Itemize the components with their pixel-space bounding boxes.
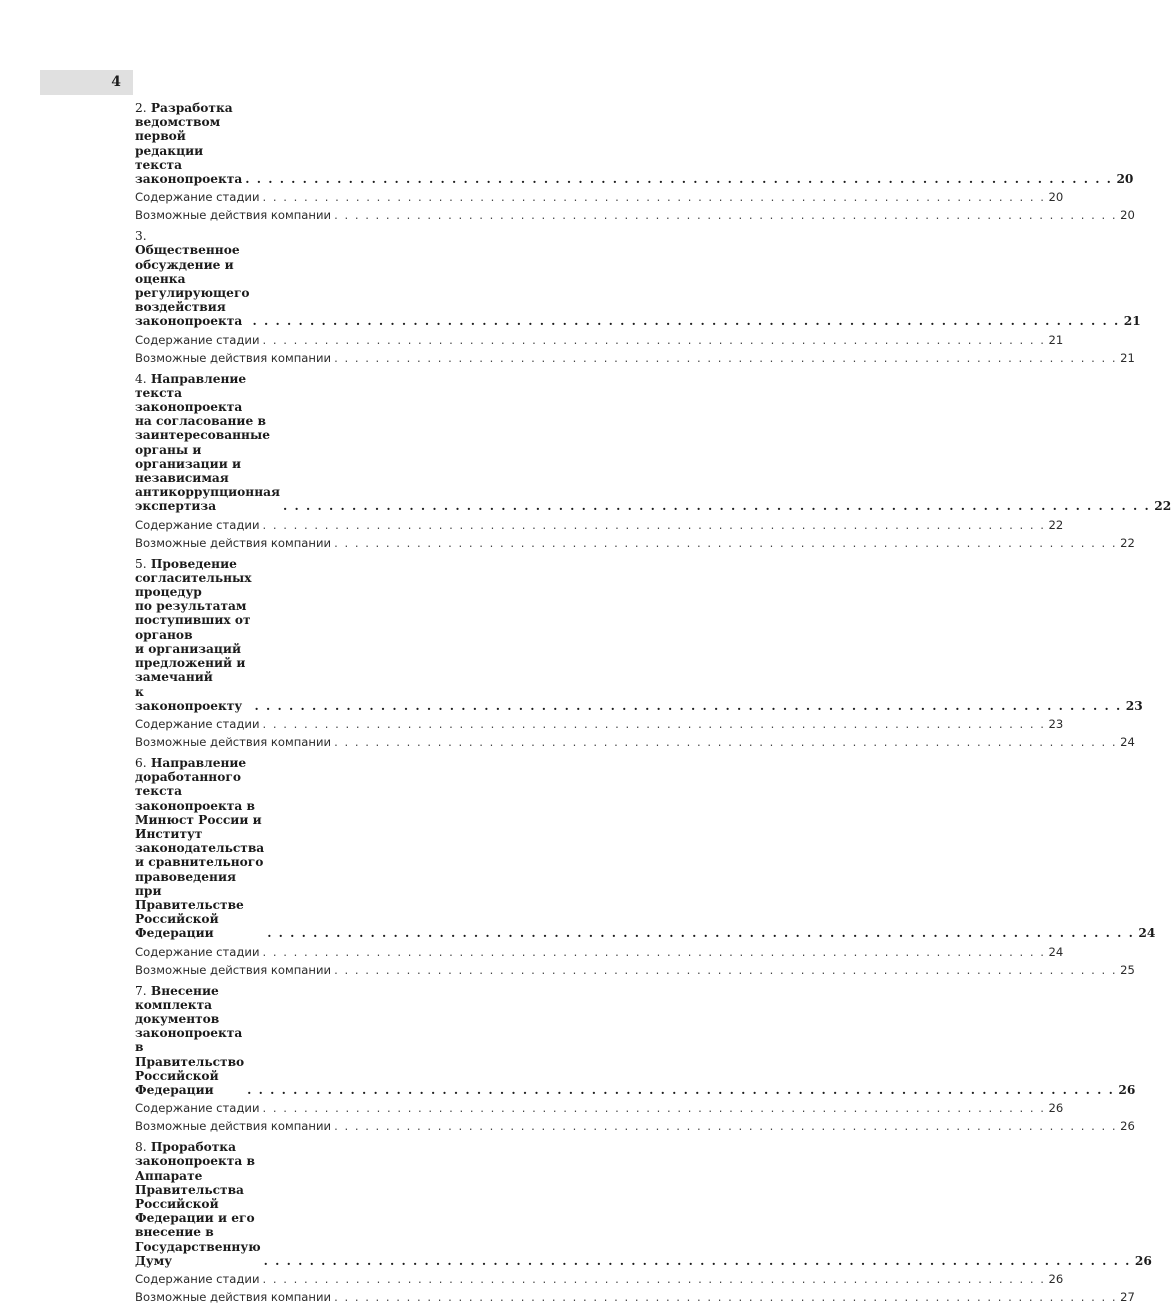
dot-leader: . . . . . . . . . . . . . . . . . . . . . . . . . . . . . . . . . . . . . . . . . . . . . . . . . . . . . . . . . . . . . . . . . . . . . . . . . . . .: [263, 1253, 1131, 1268]
toc-entry: [135, 371, 1171, 552]
section-title: Направление текста законопроекта на согласование в заинтересованные органы и организации и независимая антикоррупционная экспертиза: [135, 371, 281, 514]
dot-leader: . . . . . . . . . . . . . . . . . . . . . . . . . . . . . . . . . . . . . . . . . . . . . . . . . . . . . . . . . . . . . . . . . . . . . . . . . . . .: [247, 1082, 1115, 1097]
section-page-number: 24: [1138, 926, 1156, 941]
subentry-page-number: 26: [1048, 1272, 1064, 1286]
toc-section-title[interactable]: [135, 371, 1171, 514]
section-number: 6.: [135, 755, 147, 770]
dot-leader: . . . . . . . . . . . . . . . . . . . . . . . . . . . . . . . . . . . . . . . . . . . . . . . . . . . . . . . . . . . . . . . . . . . . . . . . . . . .: [262, 1101, 1046, 1116]
subentry-page-number: 26: [1120, 1119, 1135, 1134]
section-number: 2.: [135, 101, 147, 115]
dot-leader: . . . . . . . . . . . . . . . . . . . . . . . . . . . . . . . . . . . . . . . . . . . . . . . . . . . . . . . . . . . . . . . . . . . . . . . . . . . .: [262, 332, 1046, 347]
subentry-label: Содержание стадии: [135, 1272, 260, 1286]
subentry-label: Возможные действия компании: [135, 535, 332, 550]
toc-subentry[interactable]: [135, 1270, 1064, 1288]
dot-leader: . . . . . . . . . . . . . . . . . . . . . . . . . . . . . . . . . . . . . . . . . . . . . . . . . . . . . . . . . . . . . . . . . . . . . . . . . . . .: [334, 1119, 1118, 1134]
section-title: Внесение комплекта документов законопроекта в Правительство Российской Федерации: [135, 983, 245, 1097]
subentry-label: Содержание стадии: [135, 517, 260, 532]
subentry-page-number: 24: [1120, 734, 1135, 749]
section-number: 5.: [135, 556, 147, 571]
toc-subentry[interactable]: [135, 188, 1064, 206]
toc-section-title[interactable]: [135, 755, 1156, 941]
section-title-text: [135, 1140, 261, 1268]
subentry-label: Содержание стадии: [135, 944, 260, 959]
section-title-text: [135, 229, 250, 328]
toc-subentry[interactable]: [135, 1117, 1135, 1135]
section-page-number: 21: [1123, 314, 1141, 329]
toc-entry: [135, 755, 1156, 979]
toc-section-title[interactable]: [135, 983, 1136, 1098]
subentry-page-number: 22: [1120, 535, 1135, 550]
toc-subentry[interactable]: [135, 516, 1064, 534]
subentry-page-number: 21: [1120, 350, 1135, 365]
subentry-label: Возможные действия компании: [135, 1119, 332, 1134]
dot-leader: . . . . . . . . . . . . . . . . . . . . . . . . . . . . . . . . . . . . . . . . . . . . . . . . . . . . . . . . . . . . . . . . . . . . . . . . . . . .: [262, 517, 1046, 532]
toc-section-title[interactable]: [135, 229, 1141, 329]
section-title: Разработка ведомством первой редакции текста законопроекта: [135, 101, 243, 187]
section-title: Общественное обсуждение и оценка регулирующего воздействия законопроекта: [135, 243, 250, 329]
dot-leader: . . . . . . . . . . . . . . . . . . . . . . . . . . . . . . . . . . . . . . . . . . . . . . . . . . . . . . . . . . . . . . . . . . . . . . . . . . . .: [283, 499, 1151, 514]
dot-leader: . . . . . . . . . . . . . . . . . . . . . . . . . . . . . . . . . . . . . . . . . . . . . . . . . . . . . . . . . . . . . . . . . . . . . . . . . . . .: [262, 1272, 1046, 1286]
section-title: Направление доработанного текста законопроекта в Минюст России и Институт законодательства и сравнительного правоведения при Правительстве Российской Федерации: [135, 755, 265, 941]
toc-subentry[interactable]: [135, 961, 1135, 979]
subentry-page-number: 25: [1120, 962, 1135, 977]
toc-subentry[interactable]: [135, 943, 1064, 961]
section-page-number: 26: [1134, 1253, 1152, 1268]
subentry-label: Возможные действия компании: [135, 1290, 332, 1304]
toc-subentry[interactable]: [135, 1099, 1064, 1117]
section-title: Проведение согласительных процедур по результатам поступивших от органов и организаций предложений и замечаний к законопроекту: [135, 556, 252, 713]
subentry-label: Возможные действия компании: [135, 350, 332, 365]
toc-section-title[interactable]: [135, 556, 1143, 713]
dot-leader: . . . . . . . . . . . . . . . . . . . . . . . . . . . . . . . . . . . . . . . . . . . . . . . . . . . . . . . . . . . . . . . . . . . . . . . . . . . .: [334, 535, 1118, 550]
toc-subentry[interactable]: [135, 715, 1064, 733]
subentry-page-number: 21: [1048, 332, 1064, 347]
subentry-page-number: 27: [1120, 1290, 1135, 1304]
dot-leader: . . . . . . . . . . . . . . . . . . . . . . . . . . . . . . . . . . . . . . . . . . . . . . . . . . . . . . . . . . . . . . . . . . . . . . . . . . . .: [254, 698, 1122, 713]
subentry-page-number: 20: [1120, 208, 1135, 223]
section-title: Проработка законопроекта в Аппарате Правительства Российской Федерации и его внесение в Государственную Думу: [135, 1140, 261, 1268]
subentry-page-number: 22: [1048, 517, 1064, 532]
toc-subentry[interactable]: [135, 206, 1135, 224]
toc-entry: [135, 1140, 1152, 1306]
section-page-number: 22: [1154, 499, 1171, 514]
section-title-text: [135, 557, 252, 713]
table-of-contents: [135, 101, 1171, 1306]
subentry-label: Содержание стадии: [135, 332, 260, 347]
section-title-text: [135, 984, 244, 1098]
section-page-number: 26: [1118, 1082, 1136, 1097]
section-number: 8.: [135, 1140, 147, 1155]
toc-subentry[interactable]: [135, 1288, 1135, 1306]
dot-leader: . . . . . . . . . . . . . . . . . . . . . . . . . . . . . . . . . . . . . . . . . . . . . . . . . . . . . . . . . . . . . . . . . . . . . . . . . . . .: [334, 962, 1118, 977]
subentry-page-number: 23: [1048, 716, 1064, 731]
toc-subentry[interactable]: [135, 534, 1135, 552]
subentry-page-number: 26: [1048, 1101, 1064, 1116]
dot-leader: . . . . . . . . . . . . . . . . . . . . . . . . . . . . . . . . . . . . . . . . . . . . . . . . . . . . . . . . . . . . . . . . . . . . . . . . . . . .: [252, 314, 1120, 329]
section-title-text: [135, 101, 242, 186]
section-number: 3.: [135, 229, 147, 244]
dot-leader: . . . . . . . . . . . . . . . . . . . . . . . . . . . . . . . . . . . . . . . . . . . . . . . . . . . . . . . . . . . . . . . . . . . . . . . . . . . .: [262, 944, 1046, 959]
section-number: 7.: [135, 983, 147, 998]
subentry-label: Возможные действия компании: [135, 734, 332, 749]
subentry-label: Содержание стадии: [135, 716, 260, 731]
subentry-label: Содержание стадии: [135, 1101, 260, 1116]
section-title-text: [135, 372, 280, 514]
section-number: 4.: [135, 371, 147, 386]
toc-subentry[interactable]: [135, 331, 1064, 349]
dot-leader: . . . . . . . . . . . . . . . . . . . . . . . . . . . . . . . . . . . . . . . . . . . . . . . . . . . . . . . . . . . . . . . . . . . . . . . . . . . .: [267, 926, 1135, 941]
toc-entry: [135, 101, 1135, 224]
toc-subentry[interactable]: [135, 349, 1135, 367]
page-number-bar: [40, 70, 133, 95]
toc-entry: [135, 983, 1136, 1136]
dot-leader: . . . . . . . . . . . . . . . . . . . . . . . . . . . . . . . . . . . . . . . . . . . . . . . . . . . . . . . . . . . . . . . . . . . . . . . . . . . .: [334, 350, 1118, 365]
toc-section-title[interactable]: [135, 101, 1134, 187]
subentry-label: Возможные действия компании: [135, 208, 332, 223]
section-page-number: 23: [1125, 698, 1143, 713]
toc-subentry[interactable]: [135, 733, 1135, 751]
subentry-label: Возможные действия компании: [135, 962, 332, 977]
toc-entry: [135, 229, 1141, 366]
dot-leader: . . . . . . . . . . . . . . . . . . . . . . . . . . . . . . . . . . . . . . . . . . . . . . . . . . . . . . . . . . . . . . . . . . . . . . . . . . . .: [334, 734, 1118, 749]
dot-leader: . . . . . . . . . . . . . . . . . . . . . . . . . . . . . . . . . . . . . . . . . . . . . . . . . . . . . . . . . . . . . . . . . . . . . . . . . . . .: [334, 208, 1118, 223]
subentry-page-number: 20: [1048, 190, 1064, 205]
subentry-page-number: 24: [1048, 944, 1064, 959]
page-number: 4: [111, 74, 121, 90]
section-page-number: 20: [1116, 172, 1134, 187]
subentry-label: Содержание стадии: [135, 190, 260, 205]
dot-leader: . . . . . . . . . . . . . . . . . . . . . . . . . . . . . . . . . . . . . . . . . . . . . . . . . . . . . . . . . . . . . . . . . . . . . . . . . . . .: [334, 1290, 1118, 1304]
toc-entry: [135, 556, 1143, 751]
dot-leader: . . . . . . . . . . . . . . . . . . . . . . . . . . . . . . . . . . . . . . . . . . . . . . . . . . . . . . . . . . . . . . . . . . . . . . . . . . . .: [245, 172, 1113, 187]
section-title-text: [135, 756, 264, 941]
dot-leader: . . . . . . . . . . . . . . . . . . . . . . . . . . . . . . . . . . . . . . . . . . . . . . . . . . . . . . . . . . . . . . . . . . . . . . . . . . . .: [262, 190, 1046, 205]
dot-leader: . . . . . . . . . . . . . . . . . . . . . . . . . . . . . . . . . . . . . . . . . . . . . . . . . . . . . . . . . . . . . . . . . . . . . . . . . . . .: [262, 716, 1046, 731]
toc-section-title[interactable]: [135, 1140, 1152, 1268]
